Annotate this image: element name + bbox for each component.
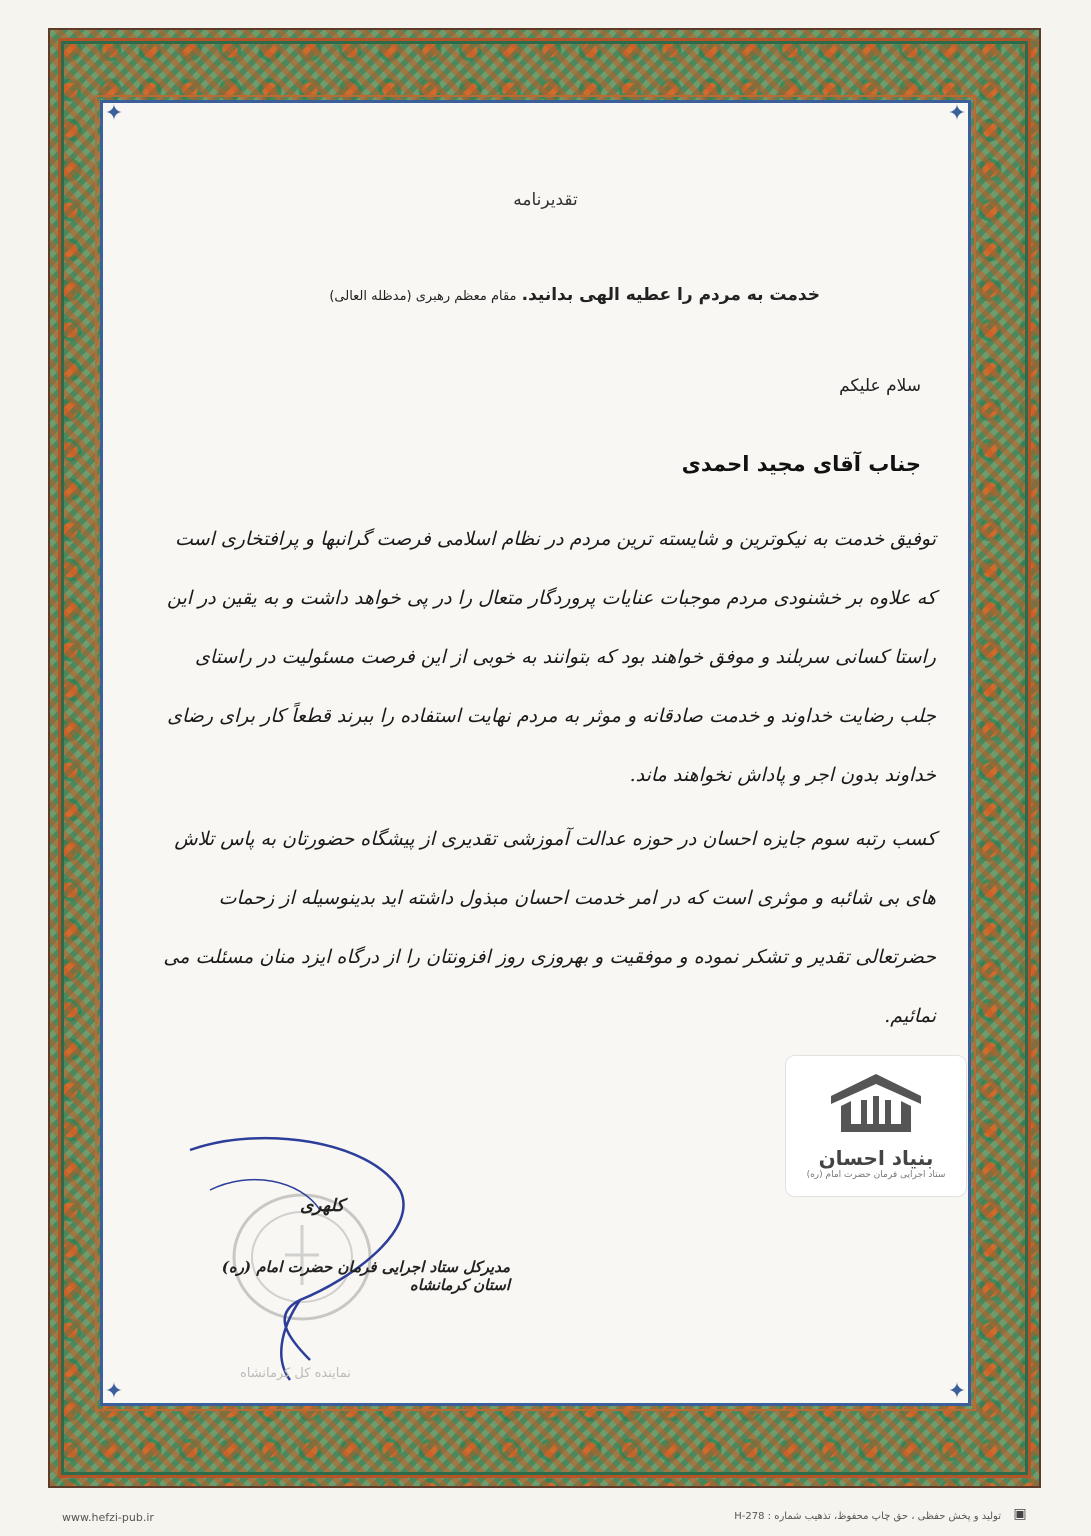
publisher-logo-icon: ▣ — [1013, 1506, 1027, 1522]
signatory-name: کلهری — [300, 1196, 345, 1216]
stamp-label: نماینده کل کرمانشاه — [240, 1366, 351, 1381]
corner-ornament-icon: ✦ — [947, 1379, 967, 1404]
quote-source: مقام معظم رهبری (مدظله العالی) — [329, 289, 517, 304]
corner-ornament-icon: ✦ — [104, 101, 124, 126]
ehsan-foundation-logo — [785, 1055, 967, 1197]
recipient-name: جناب آقای مجید احمدی — [681, 452, 921, 476]
leader-quote — [260, 285, 820, 305]
foundation-emblem-icon — [821, 1070, 931, 1140]
printer-info: تولید و پخش حفظی ، حق چاپ محفوظ، تذهیب شماره : H-278 — [734, 1511, 1001, 1522]
document-title: تقدیرنامه — [513, 190, 578, 210]
quote-text: خدمت به مردم را عطیه الهی بدانید. — [521, 285, 820, 305]
body-paragraph-1: توفیق خدمت به نیکوترین و شایسته ترین مردم در نظام اسلامی فرصت گرانبها و پرافتخاری است که علاوه بر خشنودی مردم موجبات عنایات پروردگار متعال را در پی خواهد داشت و به یقین در این راستا کسانی سربلند و موفق خواهند بود که بتوانند به خوبی از این فرصت مسئولیت در راستای جلب رضایت خداوند و خدمت صادقانه و موثر به مردم نهایت استفاده را ببرند قطعاً کار برای رضای خداوند بدون اجر و پاداش نخواهند ماند. — [167, 528, 936, 786]
foundation-subtitle: ستاد اجرایی فرمان حضرت امام (ره) — [806, 1170, 946, 1180]
greeting: سلام علیکم — [839, 376, 921, 396]
corner-ornament-icon: ✦ — [947, 101, 967, 126]
publisher-website: www.hefzi-pub.ir — [62, 1511, 154, 1524]
corner-ornament-icon: ✦ — [104, 1379, 124, 1404]
signatory-title: مدیرکل ستاد اجرایی فرمان حضرت امام (ره) استان کرمانشاه — [221, 1258, 510, 1294]
foundation-name: بنیاد احسان — [818, 1146, 934, 1170]
body-paragraph-2: کسب رتبه سوم جایزه احسان در حوزه عدالت آموزشی تقدیری از پیشگاه حضورتان به پاس تلاش های بی شائبه و موثری است که در امر خدمت احسان مبذول داشته اید بدینوسیله از زحمات حضرتعالی تقدیر و تشکر نموده و موفقیت و بهروزی روز افزونتان را از درگاه ایزد منان مسئلت می نمائیم. — [163, 828, 936, 1027]
